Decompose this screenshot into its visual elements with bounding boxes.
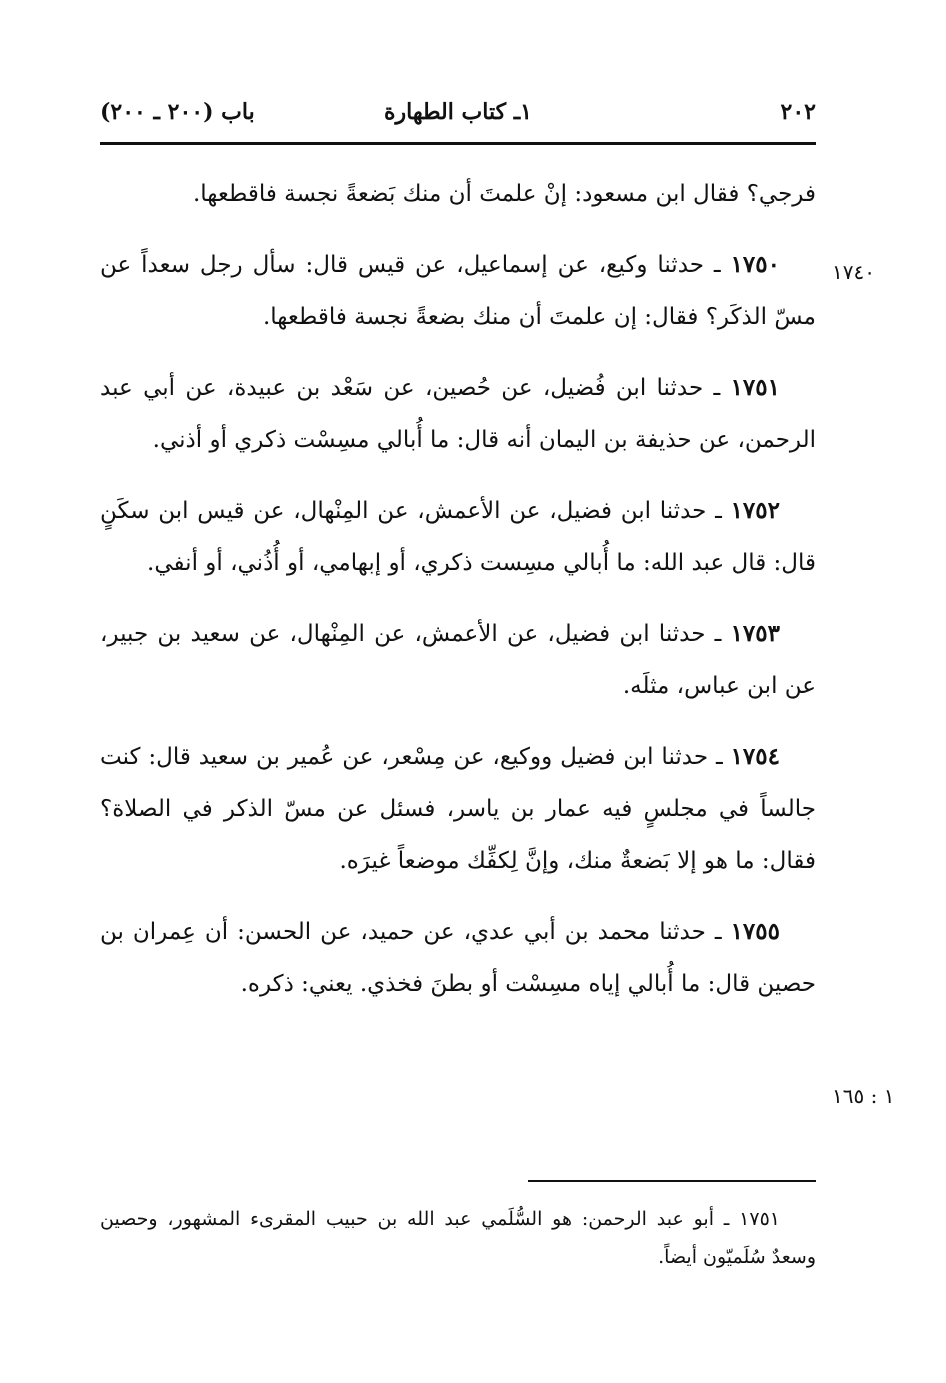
paragraph-continuation xyxy=(100,168,816,220)
hadith-paragraph xyxy=(100,239,816,343)
page-header xyxy=(100,92,816,132)
paragraph-text: فرجي؟ فقال ابن مسعود: إنْ علمتَ أن منك بَضعةً نجسة فاقطعها. xyxy=(192,181,816,207)
hadith-number: ١٧٥١ xyxy=(730,374,780,401)
hadith-number: ١٧٥٤ xyxy=(730,743,780,770)
paragraph-text: ـ حدثنا ابن فُضيل، عن حُصين، عن سَعْد بن عبيدة، عن أبي عبد الرحمن، عن حذيفة بن اليمان أنه قال: ما أُبالي مسِسْت ذكري أو أذني. xyxy=(100,375,816,453)
paragraph-text: ـ حدثنا ابن فضيل، عن الأعمش، عن المِنْهال، عن سعيد بن جبير، عن ابن عباس، مثلَه. xyxy=(100,621,816,699)
header-divider xyxy=(100,142,816,145)
hadith-number: ١٧٥٢ xyxy=(730,497,780,524)
paragraph-text: ـ حدثنا ابن فضيل ووكيع، عن مِسْعر، عن عُمير بن سعيد قال: كنت جالساً في مجلسٍ فيه عمار بن ياسر، فسئل عن مسّ الذكر في الصلاة؟ فقال: ما هو إلا بَضعةٌ منك، وإنَّ لِكفِّك موضعاً غيرَه. xyxy=(100,744,816,874)
paragraph-text: ـ حدثنا وكيع، عن إسماعيل، عن قيس قال: سأل رجل سعداً عن مسّ الذكَر؟ فقال: إن علمتَ أن منك بضعةً نجسة فاقطعها. xyxy=(100,252,816,330)
hadith-paragraph xyxy=(100,608,816,712)
hadith-number: ١٧٥٠ xyxy=(730,251,780,278)
hadith-paragraph xyxy=(100,906,816,1010)
hadith-paragraph xyxy=(100,362,816,466)
hadith-paragraph xyxy=(100,731,816,887)
main-text xyxy=(100,168,816,1029)
paragraph-text: ـ حدثنا ابن فضيل، عن الأعمش، عن المِنْهال، عن قيس ابن سكَنٍ قال: قال عبد الله: ما أُبالي مسِست ذكري، أو إبهامي، أو أُذُني، أو أنفي. xyxy=(100,498,816,576)
hadith-number: ١٧٥٥ xyxy=(730,918,780,945)
footnote-text: ـ أبو عبد الرحمن: هو السُّلَمي عبد الله بن حبيب المقرىء المشهور، وحصين وسعدٌ سُلَميّون أيضاً. xyxy=(100,1208,816,1268)
footnote xyxy=(100,1200,816,1276)
paragraph-text: ـ حدثنا محمد بن أبي عدي، عن حميد، عن الحسن: أن عِمران بن حصين قال: ما أُبالي إياه مسِسْت أو بطنَ فخذي. يعني: ذكره. xyxy=(100,919,816,997)
page-number: ٢٠٢ xyxy=(780,99,816,125)
margin-reference: ١٧٤٠ xyxy=(832,260,875,284)
margin-reference: ١ : ١٦٥ xyxy=(832,1084,895,1108)
footnote-number: ١٧٥١ xyxy=(739,1208,780,1230)
hadith-paragraph xyxy=(100,485,816,589)
chapter-range: باب (٢٠٠ ـ ٢٠٠) xyxy=(100,99,255,125)
footnote-divider xyxy=(528,1180,816,1182)
book-title: ١ـ كتاب الطهارة xyxy=(384,99,532,125)
hadith-number: ١٧٥٣ xyxy=(730,620,780,647)
